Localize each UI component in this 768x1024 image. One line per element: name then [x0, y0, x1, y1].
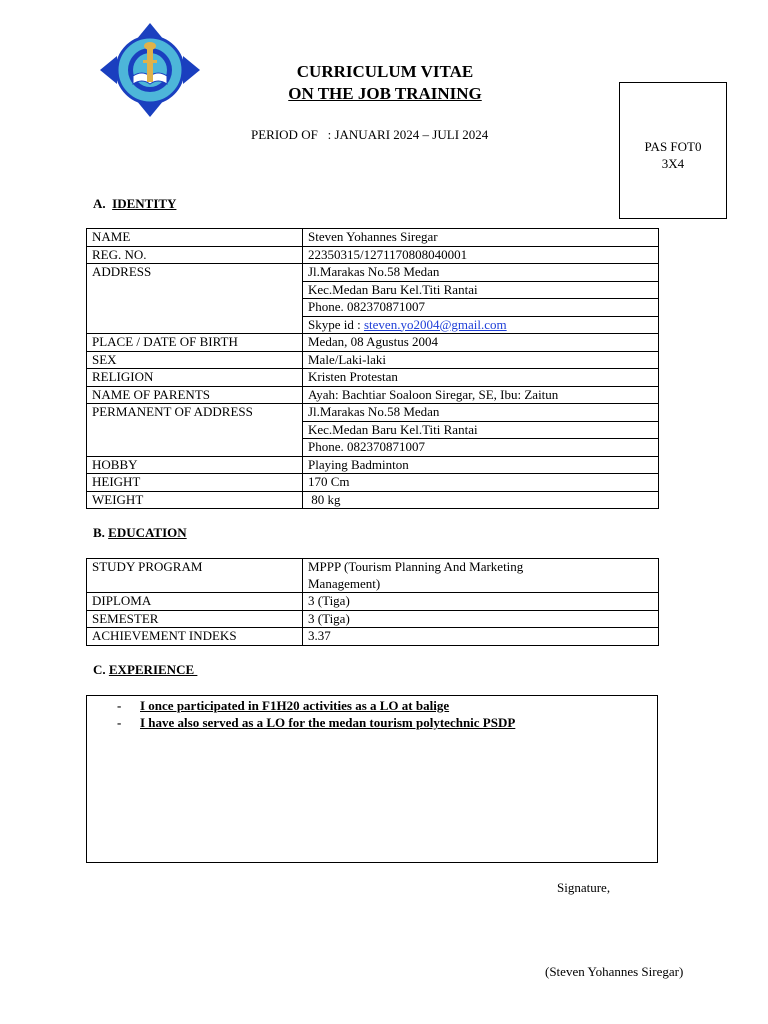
table-value: Steven Yohannes Siregar [303, 229, 659, 247]
section-title: IDENTITY [112, 196, 177, 211]
table-label: PLACE / DATE OF BIRTH [87, 334, 303, 352]
document-title: CURRICULUM VITAE [296, 62, 474, 81]
identity-table [86, 228, 659, 509]
table-label: HEIGHT [87, 474, 303, 492]
table-label: REG. NO. [87, 246, 303, 264]
table-row [87, 421, 659, 439]
table-value: Jl.Marakas No.58 Medan [303, 264, 659, 282]
table-value: 80 kg [303, 491, 659, 509]
table-row [87, 229, 659, 247]
table-row [87, 610, 659, 628]
education-table [86, 558, 659, 646]
table-row [87, 456, 659, 474]
table-row [87, 439, 659, 457]
table-value: 3 (Tiga) [303, 610, 659, 628]
table-row [87, 246, 659, 264]
signature-name: (Steven Yohannes Siregar) [545, 964, 684, 979]
table-label: SEMESTER [87, 610, 303, 628]
table-value: Kec.Medan Baru Kel.Titi Rantai [303, 281, 659, 299]
table-value: Phone. 082370871007 [303, 299, 659, 317]
table-value: Medan, 08 Agustus 2004 [303, 334, 659, 352]
table-value: 3.37 [303, 628, 659, 646]
email-link[interactable]: steven.yo2004@gmail.com [363, 316, 507, 332]
section-letter: B. [93, 525, 105, 540]
table-value: Kec.Medan Baru Kel.Titi Rantai [303, 421, 659, 439]
photo-label: PAS FOT0 [644, 139, 702, 154]
table-label: DIPLOMA [87, 593, 303, 611]
table-value: 22350315/1271170808040001 [303, 246, 659, 264]
section-education-heading [93, 525, 187, 541]
table-row [87, 334, 659, 352]
program-line: MPPP (Tourism Planning And Marketing [308, 559, 524, 574]
program-line: Management) [308, 575, 381, 591]
photo-size: 3X4 [661, 156, 685, 171]
table-row [87, 299, 659, 317]
section-letter: C. [93, 662, 106, 677]
table-row [87, 316, 659, 334]
table-value [303, 559, 659, 593]
signature-label: Signature, [557, 880, 611, 895]
period-line [251, 127, 488, 143]
table-row [87, 404, 659, 422]
table-row [87, 593, 659, 611]
table-label: RELIGION [87, 369, 303, 387]
table-label: NAME OF PARENTS [87, 386, 303, 404]
table-row [87, 491, 659, 509]
table-value: Playing Badminton [303, 456, 659, 474]
table-value: Phone. 082370871007 [303, 439, 659, 457]
table-label: ACHIEVEMENT INDEKS [87, 628, 303, 646]
table-label: NAME [87, 229, 303, 247]
table-row [87, 369, 659, 387]
table-row [87, 351, 659, 369]
table-value: Kristen Protestan [303, 369, 659, 387]
photo-placeholder [619, 82, 727, 219]
table-value: Jl.Marakas No.58 Medan [303, 404, 659, 422]
section-letter: A. [93, 196, 106, 211]
list-item: - I once participated in F1H20 activities as a LO at balige [117, 698, 450, 713]
table-row [87, 628, 659, 646]
period-value: : JANUARI 2024 – JULI 2024 [327, 127, 489, 142]
table-label: PERMANENT OF ADDRESS [87, 404, 303, 422]
skype-cell [303, 316, 659, 334]
document-subtitle: ON THE JOB TRAINING [288, 84, 482, 103]
section-experience-heading [93, 662, 197, 678]
table-row [87, 474, 659, 492]
list-item: - I have also served as a LO for the medan tourism polytechnic PSDP [117, 715, 516, 730]
period-label: PERIOD OF [251, 127, 318, 142]
list-item-text: I have also served as a LO for the medan tourism polytechnic PSDP [140, 715, 516, 730]
table-value: 170 Cm [303, 474, 659, 492]
list-item-text: I once participated in F1H20 activities as a LO at balige [140, 698, 450, 713]
institution-logo [97, 20, 203, 120]
table-row [87, 264, 659, 282]
section-identity-heading [93, 196, 176, 212]
table-value: 3 (Tiga) [303, 593, 659, 611]
experience-box [86, 695, 658, 863]
table-row [87, 559, 659, 593]
table-value: Ayah: Bachtiar Soaloon Siregar, SE, Ibu: Zaitun [303, 386, 659, 404]
table-label: WEIGHT [87, 491, 303, 509]
table-label: ADDRESS [87, 264, 303, 282]
section-title: EDUCATION [108, 525, 187, 540]
table-value: Male/Laki-laki [303, 351, 659, 369]
skype-label: Skype id : [308, 316, 364, 332]
table-label: SEX [87, 351, 303, 369]
table-row [87, 386, 659, 404]
section-title: EXPERIENCE [108, 662, 198, 677]
table-label: STUDY PROGRAM [87, 559, 303, 593]
table-row [87, 281, 659, 299]
table-label: HOBBY [87, 456, 303, 474]
